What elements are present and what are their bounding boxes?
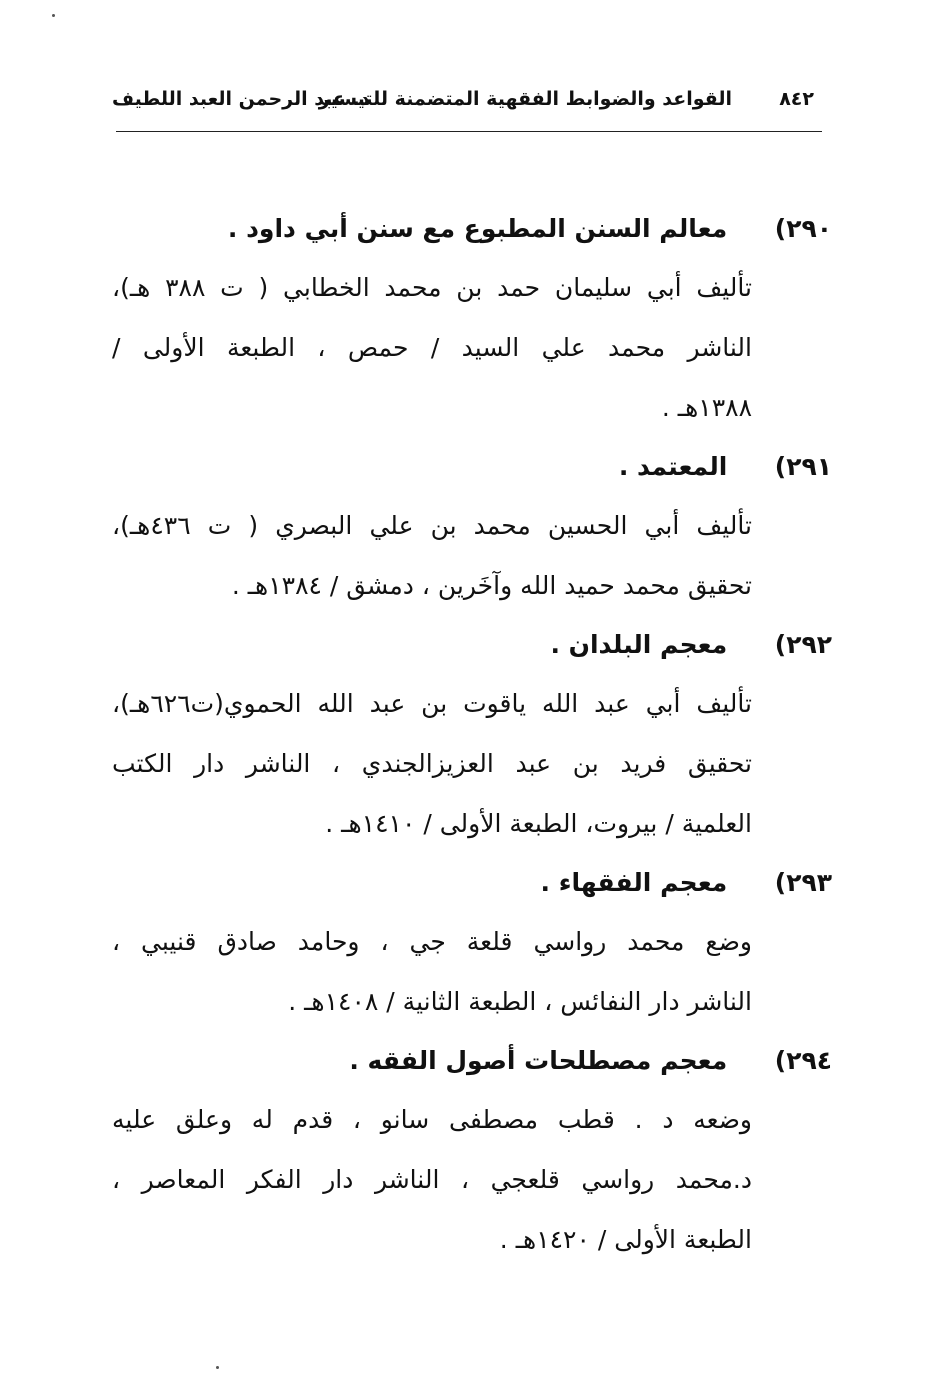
entry-title: معجم مصطلحات أصول الفقه . — [349, 1046, 728, 1075]
book-title: القواعد والضوابط الفقهية المتضمنة للتيسير — [318, 88, 732, 110]
entry-heading — [112, 1032, 832, 1090]
entry-number: ٢٩١) — [774, 452, 832, 481]
entry-title: المعتمد . — [618, 452, 728, 481]
entry-number: ٢٩٤) — [774, 1046, 832, 1075]
entry-line: تأليف أبي الحسين محمد بن علي البصري ( ت ٤٣٦هـ)، — [112, 511, 752, 540]
entry-line: وضع محمد رواسي قلعة جي ، وحامد صادق قنيبي ، — [112, 927, 752, 956]
entry-line: العلمية / بيروت، الطبعة الأولى / ١٤١٠هـ . — [325, 809, 752, 838]
entry-line: الطبعة الأولى / ١٤٢٠هـ . — [499, 1225, 752, 1254]
bibliography-entry — [112, 438, 832, 616]
bibliography-entry — [112, 616, 832, 854]
entry-line: ١٣٨٨هـ . — [661, 393, 752, 422]
entry-line: الناشر محمد علي السيد / حمص ، الطبعة الأولى / — [112, 333, 752, 362]
bibliography-list — [112, 200, 832, 1270]
entry-heading — [112, 854, 832, 912]
entry-line: تأليف أبي سليمان حمد بن محمد الخطابي ( ت ٣٨٨ هـ)، — [112, 273, 752, 302]
entry-number: ٢٩٠) — [774, 214, 832, 243]
bibliography-entry — [112, 1032, 832, 1270]
page-number: ٨٤٢ — [779, 88, 814, 110]
entry-line: تحقيق فريد بن عبد العزيزالجندي ، الناشر دار الكتب — [112, 749, 752, 778]
scan-speck — [52, 14, 55, 17]
entry-title: معالم السنن المطبوع مع سنن أبي داود . — [227, 214, 728, 243]
entry-line: وضعه د . قطب مصطفى سانو ، قدم له وعلق عليه — [112, 1105, 752, 1134]
running-header — [112, 78, 822, 126]
bibliography-entry — [112, 854, 832, 1032]
entry-number: ٢٩٢) — [774, 630, 832, 659]
entry-heading — [112, 616, 832, 674]
entry-line: د.محمد رواسي قلعجي ، الناشر دار الفكر المعاصر ، — [112, 1165, 752, 1194]
entry-heading — [112, 438, 832, 496]
entry-line: تأليف أبي عبد الله ياقوت بن عبد الله الحموي(ت٦٢٦هـ)، — [112, 689, 752, 718]
entry-number: ٢٩٣) — [774, 868, 832, 897]
entry-line: الناشر دار النفائس ، الطبعة الثانية / ١٤٠٨هـ . — [288, 987, 752, 1016]
entry-heading — [112, 200, 832, 258]
entry-line: تحقيق محمد حميد الله وآخَرين ، دمشق / ١٣٨٤هـ . — [231, 571, 752, 600]
author-name: د. عبد الرحمن العبد اللطيف — [112, 88, 370, 110]
header-divider — [116, 131, 822, 132]
entry-title: معجم البلدان . — [550, 630, 728, 659]
bibliography-entry — [112, 200, 832, 438]
scan-speck — [216, 1366, 219, 1369]
entry-title: معجم الفقهاء . — [540, 868, 728, 897]
